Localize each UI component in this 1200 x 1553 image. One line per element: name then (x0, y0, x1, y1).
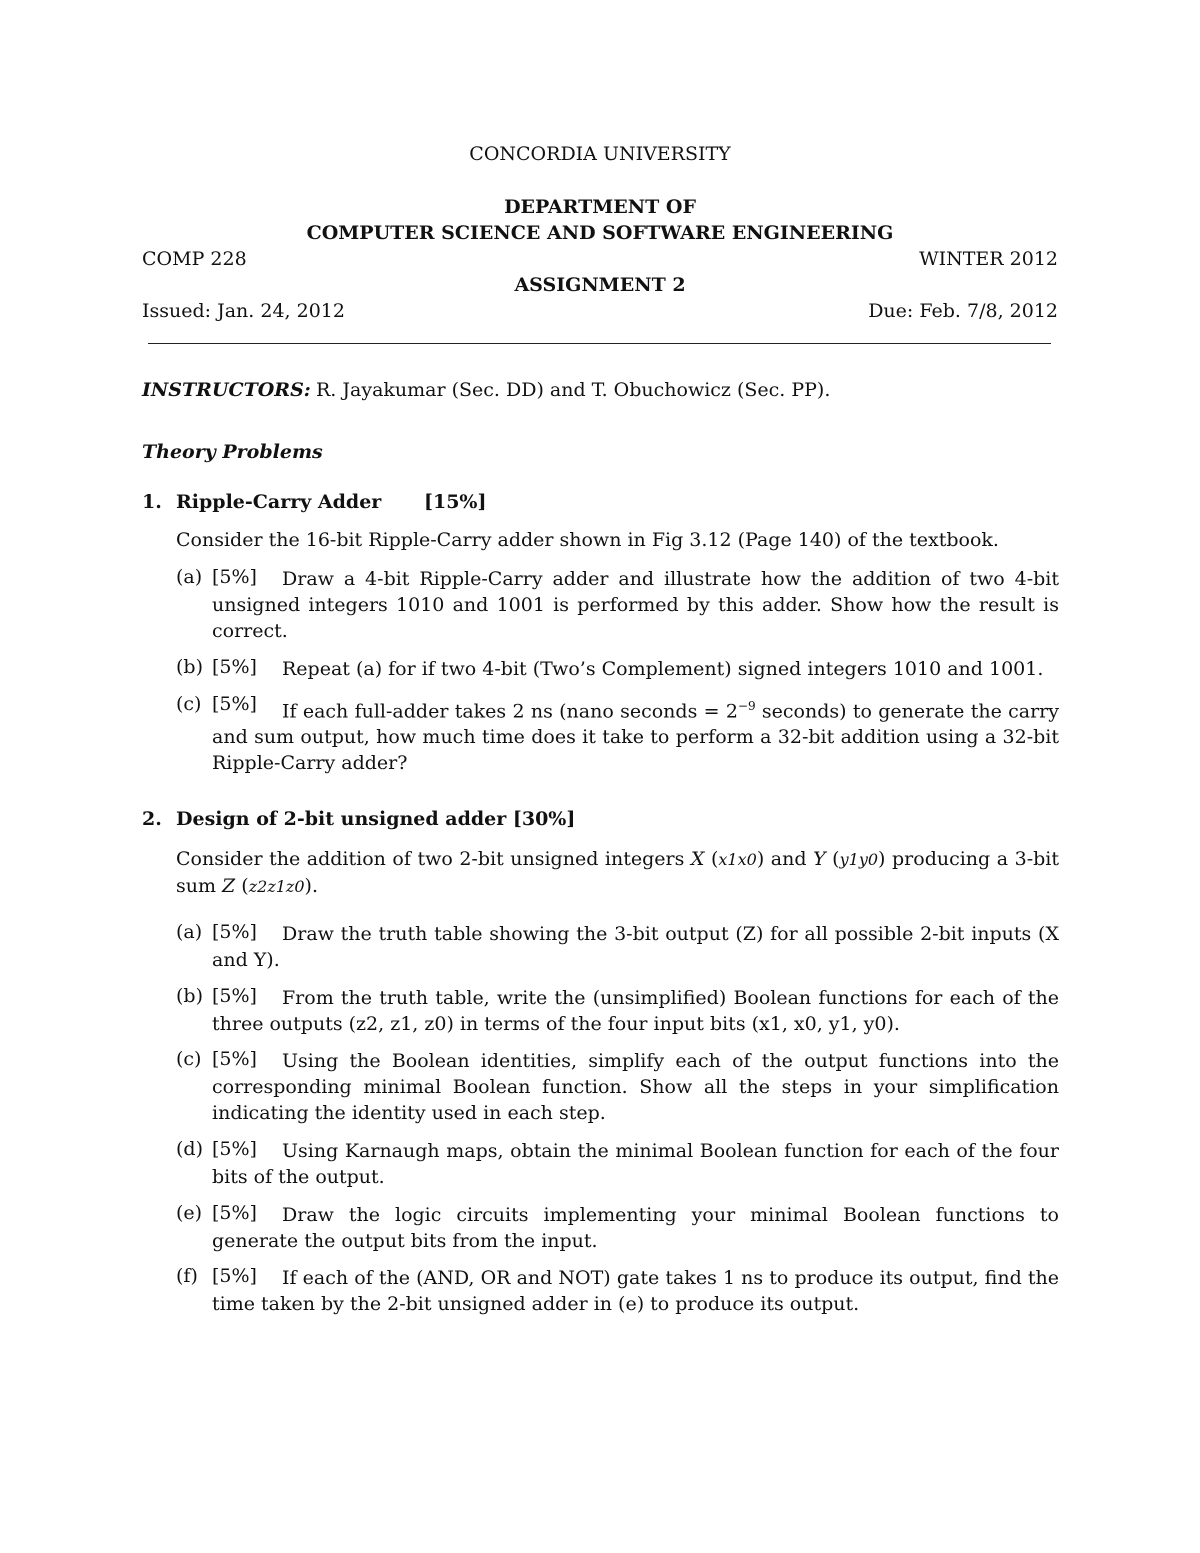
problem-1-weight: [15%] (424, 491, 487, 513)
p2-y-bits: y1y0 (839, 850, 879, 869)
instructors-names: R. Jayakumar (Sec. DD) and T. Obuchowicz (Sec. PP). (316, 379, 831, 401)
problem-2-number: 2. (142, 808, 162, 830)
p2-part-c-weight: [5%] (212, 1048, 257, 1070)
course-code: COMP 228 (142, 248, 247, 270)
p2-part-a-label: (a) (176, 921, 203, 943)
p1-part-b-label: (b) (176, 656, 203, 678)
p2-part-d-text: Using Karnaugh maps, obtain the minimal Boolean function for each of the four bits of the output. (212, 1140, 1059, 1188)
p2-var-x: X (690, 848, 705, 870)
p2-part-f-label: (f) (176, 1265, 198, 1287)
p2-part-e-text: Draw the logic circuits implementing your minimal Boolean functions to generate the output bits from the input. (212, 1204, 1059, 1252)
p1-part-c-weight: [5%] (212, 693, 257, 715)
instructors-label: INSTRUCTORS: (142, 379, 311, 401)
p2-part-d-label: (d) (176, 1138, 203, 1160)
p1-part-c-exponent: −9 (737, 699, 756, 713)
term: WINTER 2012 (919, 248, 1058, 270)
p1-part-c-text (212, 693, 1059, 776)
p2-var-z: Z (222, 875, 236, 897)
p2-part-b-weight: [5%] (212, 985, 257, 1007)
p2-part-c-text: Using the Boolean identities, simplify each of the output functions into the corresponding minimal Boolean function. Show all the steps in your simplification indicating the identity used in each step. (212, 1050, 1059, 1124)
p2-part-a-weight: [5%] (212, 921, 257, 943)
p2-part-d-weight: [5%] (212, 1138, 257, 1160)
p2-part-b-label: (b) (176, 985, 203, 1007)
p1-part-b-weight: [5%] (212, 656, 257, 678)
p1-part-c-text-post: seconds) to generate the carry and sum output, how much time does it take to perform a 32-bit addition using a 32-bit Ripple-Carry adder? (212, 700, 1059, 775)
header-divider (148, 343, 1051, 344)
problem-2-title: Design of 2-bit unsigned adder [30%] (176, 808, 576, 830)
p1-part-a-text: Draw a 4-bit Ripple-Carry adder and illustrate how the addition of two 4-bit unsigned integers 1010 and 1001 is performed by this adder. Show how the result is correct. (212, 568, 1059, 642)
p2-part-f-weight: [5%] (212, 1265, 257, 1287)
p2-part-b-text: From the truth table, write the (unsimplified) Boolean functions for each of the three outputs (z2, z1, z0) in terms of the four input bits (x1, x0, y1, y0). (212, 987, 1059, 1035)
p1-part-c-text-pre: If each full-adder takes 2 ns (nano seconds = 2 (282, 700, 738, 723)
department-line-1: DEPARTMENT OF (504, 196, 696, 218)
problem-2-intro: Consider the addition of two 2-bit unsigned integers X (x1x0) and Y (y1y0) producing a 3-bit sum Z (z2z1z0). (176, 848, 1060, 897)
due-date: Due: Feb. 7/8, 2012 (868, 300, 1058, 322)
problem-1-number: 1. (142, 491, 162, 513)
p2-intro-text-b: producing a 3-bit sum (176, 848, 1060, 897)
p2-part-f-text: If each of the (AND, OR and NOT) gate takes 1 ns to produce its output, find the time taken by the 2-bit unsigned adder in (e) to produce its output. (212, 1267, 1059, 1315)
p2-part-c-label: (c) (176, 1048, 202, 1070)
issued-date: Issued: Jan. 24, 2012 (142, 300, 345, 322)
department-line-2: COMPUTER SCIENCE AND SOFTWARE ENGINEERING (306, 222, 894, 244)
section-title: Theory Problems (142, 441, 323, 463)
p1-part-c-label: (c) (176, 693, 202, 715)
problem-1-intro: Consider the 16-bit Ripple-Carry adder shown in Fig 3.12 (Page 140) of the textbook. (176, 529, 999, 551)
p2-part-a-text: Draw the truth table showing the 3-bit output (Z) for all possible 2-bit inputs (X and Y). (212, 923, 1059, 971)
p2-intro-and: and (764, 848, 814, 870)
p1-part-a-label: (a) (176, 566, 203, 588)
p2-intro-text-a: Consider the addition of two 2-bit unsigned integers (176, 848, 691, 870)
p2-part-e-label: (e) (176, 1202, 203, 1224)
university-name: CONCORDIA UNIVERSITY (469, 143, 731, 165)
p2-z-bits: z2z1z0 (248, 877, 305, 896)
assignment-title: ASSIGNMENT 2 (514, 274, 686, 296)
problem-1-title: Ripple-Carry Adder (176, 491, 382, 513)
p2-var-y: Y (813, 848, 826, 870)
p2-part-e-weight: [5%] (212, 1202, 257, 1224)
p1-part-a-weight: [5%] (212, 566, 257, 588)
p1-part-b-text: Repeat (a) for if two 4-bit (Two’s Complement) signed integers 1010 and 1001. (282, 658, 1044, 680)
p2-x-bits: x1x0 (718, 850, 757, 869)
